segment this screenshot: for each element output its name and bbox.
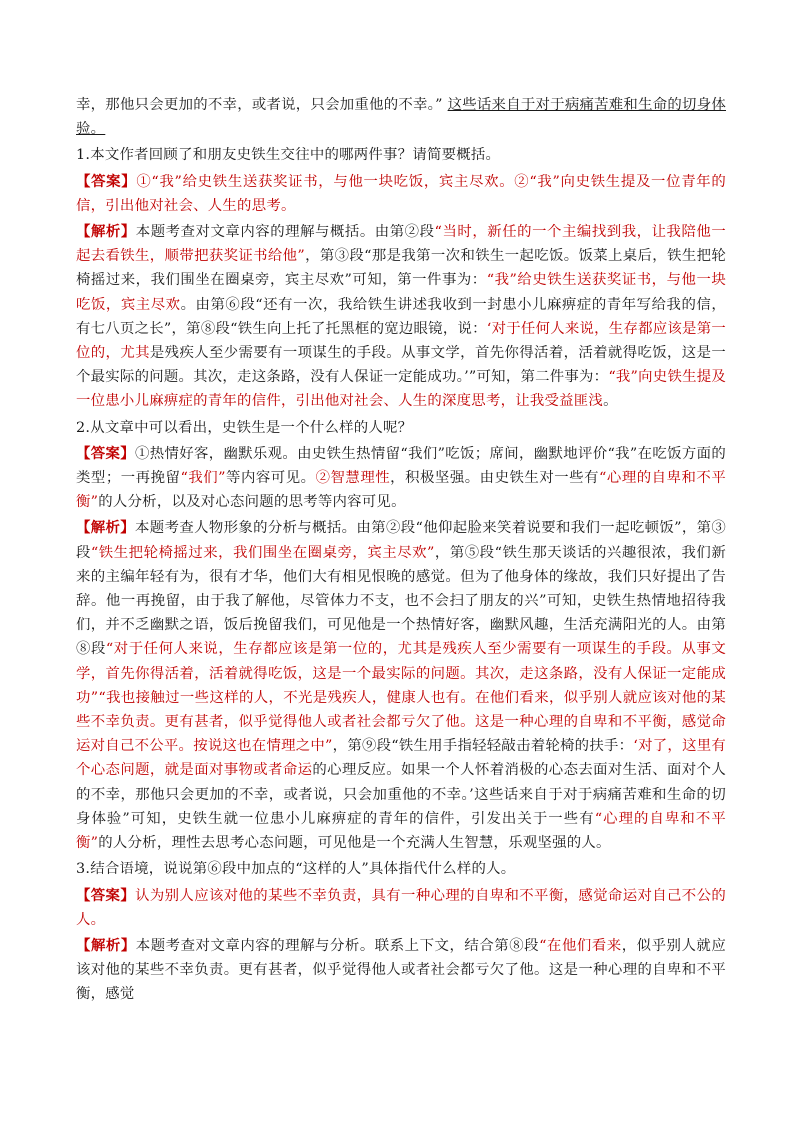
answer-3: 【答案】认为别人应该对他的某些不幸负责，具有一种心理的自卑和不平衡，感觉命运对自己不公的人。	[76, 886, 726, 928]
continued-paragraph: 幸，那他只会更加的不幸，或者说，只会加重他的不幸。” 这些话来自于对于病痛苦难和生命的切身体验。	[76, 97, 726, 138]
answer-tag: 【答案】	[76, 886, 136, 904]
underlined-sentence: 这些话来自于对于病痛苦难和生命的切身体验。	[76, 97, 726, 138]
analysis-tag: 【解析】	[76, 519, 136, 537]
analysis-1: 【解析】本题考查对文章内容的理解与概括。由第②段“当时，新任的一个主编找到我，让我陪他一起去看铁生，顺带把获奖证书给他”，第③段“那是我第一次和铁生一起吃饭。饭菜上桌后，铁生把轮椅摇过来，我们围坐在圈桌旁，宾主尽欢”可知，第一件事为：“我”给史铁生送获奖证书，与他一块吃饭，宾主尽欢。由第⑥段“还有一次，我给铁生讲述我收到一封患小儿麻痹症的青年写给我的信，有七八页之长”，第⑧段“铁生向上托了托黑框的宽边眼镜，说：‘对于任何人来说，生存都应该是第一位的，尤其是残疾人至少需要有一项谋生的手段。从事文学，首先你得活着，活着就得吃饭，这是一个最实际的问题。其次，走这条路，没有人保证一定能成功。’”可知，第二件事为：“我”向史铁生提及一位患小儿麻痹症的青年的信件，引出他对社会、人生的深度思考，让我受益匪浅。	[76, 223, 727, 410]
question-3: 3.结合语境，说说第⑥段中加点的“这样的人”具体指代什么样的人。	[76, 861, 516, 878]
analysis-3: 【解析】本题考查对文章内容的理解与分析。联系上下文，结合第⑧段“在他们看来，似乎别人就应该对他的某些不幸负责。更有甚者，似乎觉得他人或者社会都亏欠了他。这是一种心理的自卑和不平衡，感觉	[76, 936, 726, 1003]
analysis-2: 【解析】本题考查人物形象的分析与概括。由第②段“他仰起脸来笑着说要和我们一起吃顿饭”，第③段“铁生把轮椅摇过来，我们围坐在圈桌旁，宾主尽欢”，第⑤段“铁生那天谈话的兴趣很浓，我们新来的主编年轻有为，很有才华，他们大有相见恨晚的感觉。但为了他身体的缘故，我们只好提出了告辞。他一再挽留，由于我了解他，尽管体力不支，也不会扫了朋友的兴”可知，史铁生热情地招待我们，并不乏幽默之语，饭后挽留我们，可见他是一个热情好客，幽默风趣，生活充满阳光的人。由第⑧段“对于任何人来说，生存都应该是第一位的，尤其是残疾人至少需要有一项谋生的手段。从事文学，首先你得活着，活着就得吃饭，这是一个最实际的问题。其次，走这条路，没有人保证一定能成功”“我也接触过一些这样的人，不光是残疾人，健康人也有。在他们看来，似乎别人就应该对他的某些不幸负责。更有甚者，似乎觉得他人或者社会都亏欠了他。这是一种心理的自卑和不平衡，感觉命运对自己不公平。按说这也在情理之中”，第⑨段“铁生用手指轻轻敲击着轮椅的扶手：‘对了，这里有个心态问题，就是面对事物或者命运的心理反应。如果一个人怀着消极的心态去面对生活、面对个人的不幸，那他只会更加的不幸，或者说，只会加重他的不幸。’这些话来自于对于病痛苦难和生命的切身体验”可知，史铁生就一位患小儿麻痹症的青年的信件，引发出关于一些有“心理的自卑和不平衡”的人分析，理性去思考心态问题，可见他是一个充满人生智慧，乐观坚强的人。	[76, 519, 727, 852]
question-2: 2.从文章中可以看出，史铁生是一个什么样的人呢？	[76, 419, 413, 436]
document-body	[76, 93, 726, 1007]
answer-tag: 【答案】	[76, 172, 137, 190]
answer-2: 【答案】①热情好客，幽默乐观。由史铁生热情留“我们”吃饭；席间，幽默地评价“我”在吃饭方面的类型；一再挽留“我们”等内容可见。②智慧理性，积极坚强。由史铁生对一些有“心理的自卑和不平衡”的人分析，以及对心态问题的思考等内容可见。	[76, 444, 726, 511]
analysis-tag: 【解析】	[76, 223, 136, 241]
question-1: 1.本文作者回顾了和朋友史铁生交往中的哪两件事？请简要概括。	[76, 147, 501, 164]
analysis-tag: 【解析】	[76, 936, 136, 954]
answer-1: 【答案】①“我”给史铁生送获奖证书，与他一块吃饭，宾主尽欢。②“我”向史铁生提及一位青年的信，引出他对社会、人生的思考。	[76, 172, 726, 214]
answer-tag: 【答案】	[76, 444, 135, 462]
